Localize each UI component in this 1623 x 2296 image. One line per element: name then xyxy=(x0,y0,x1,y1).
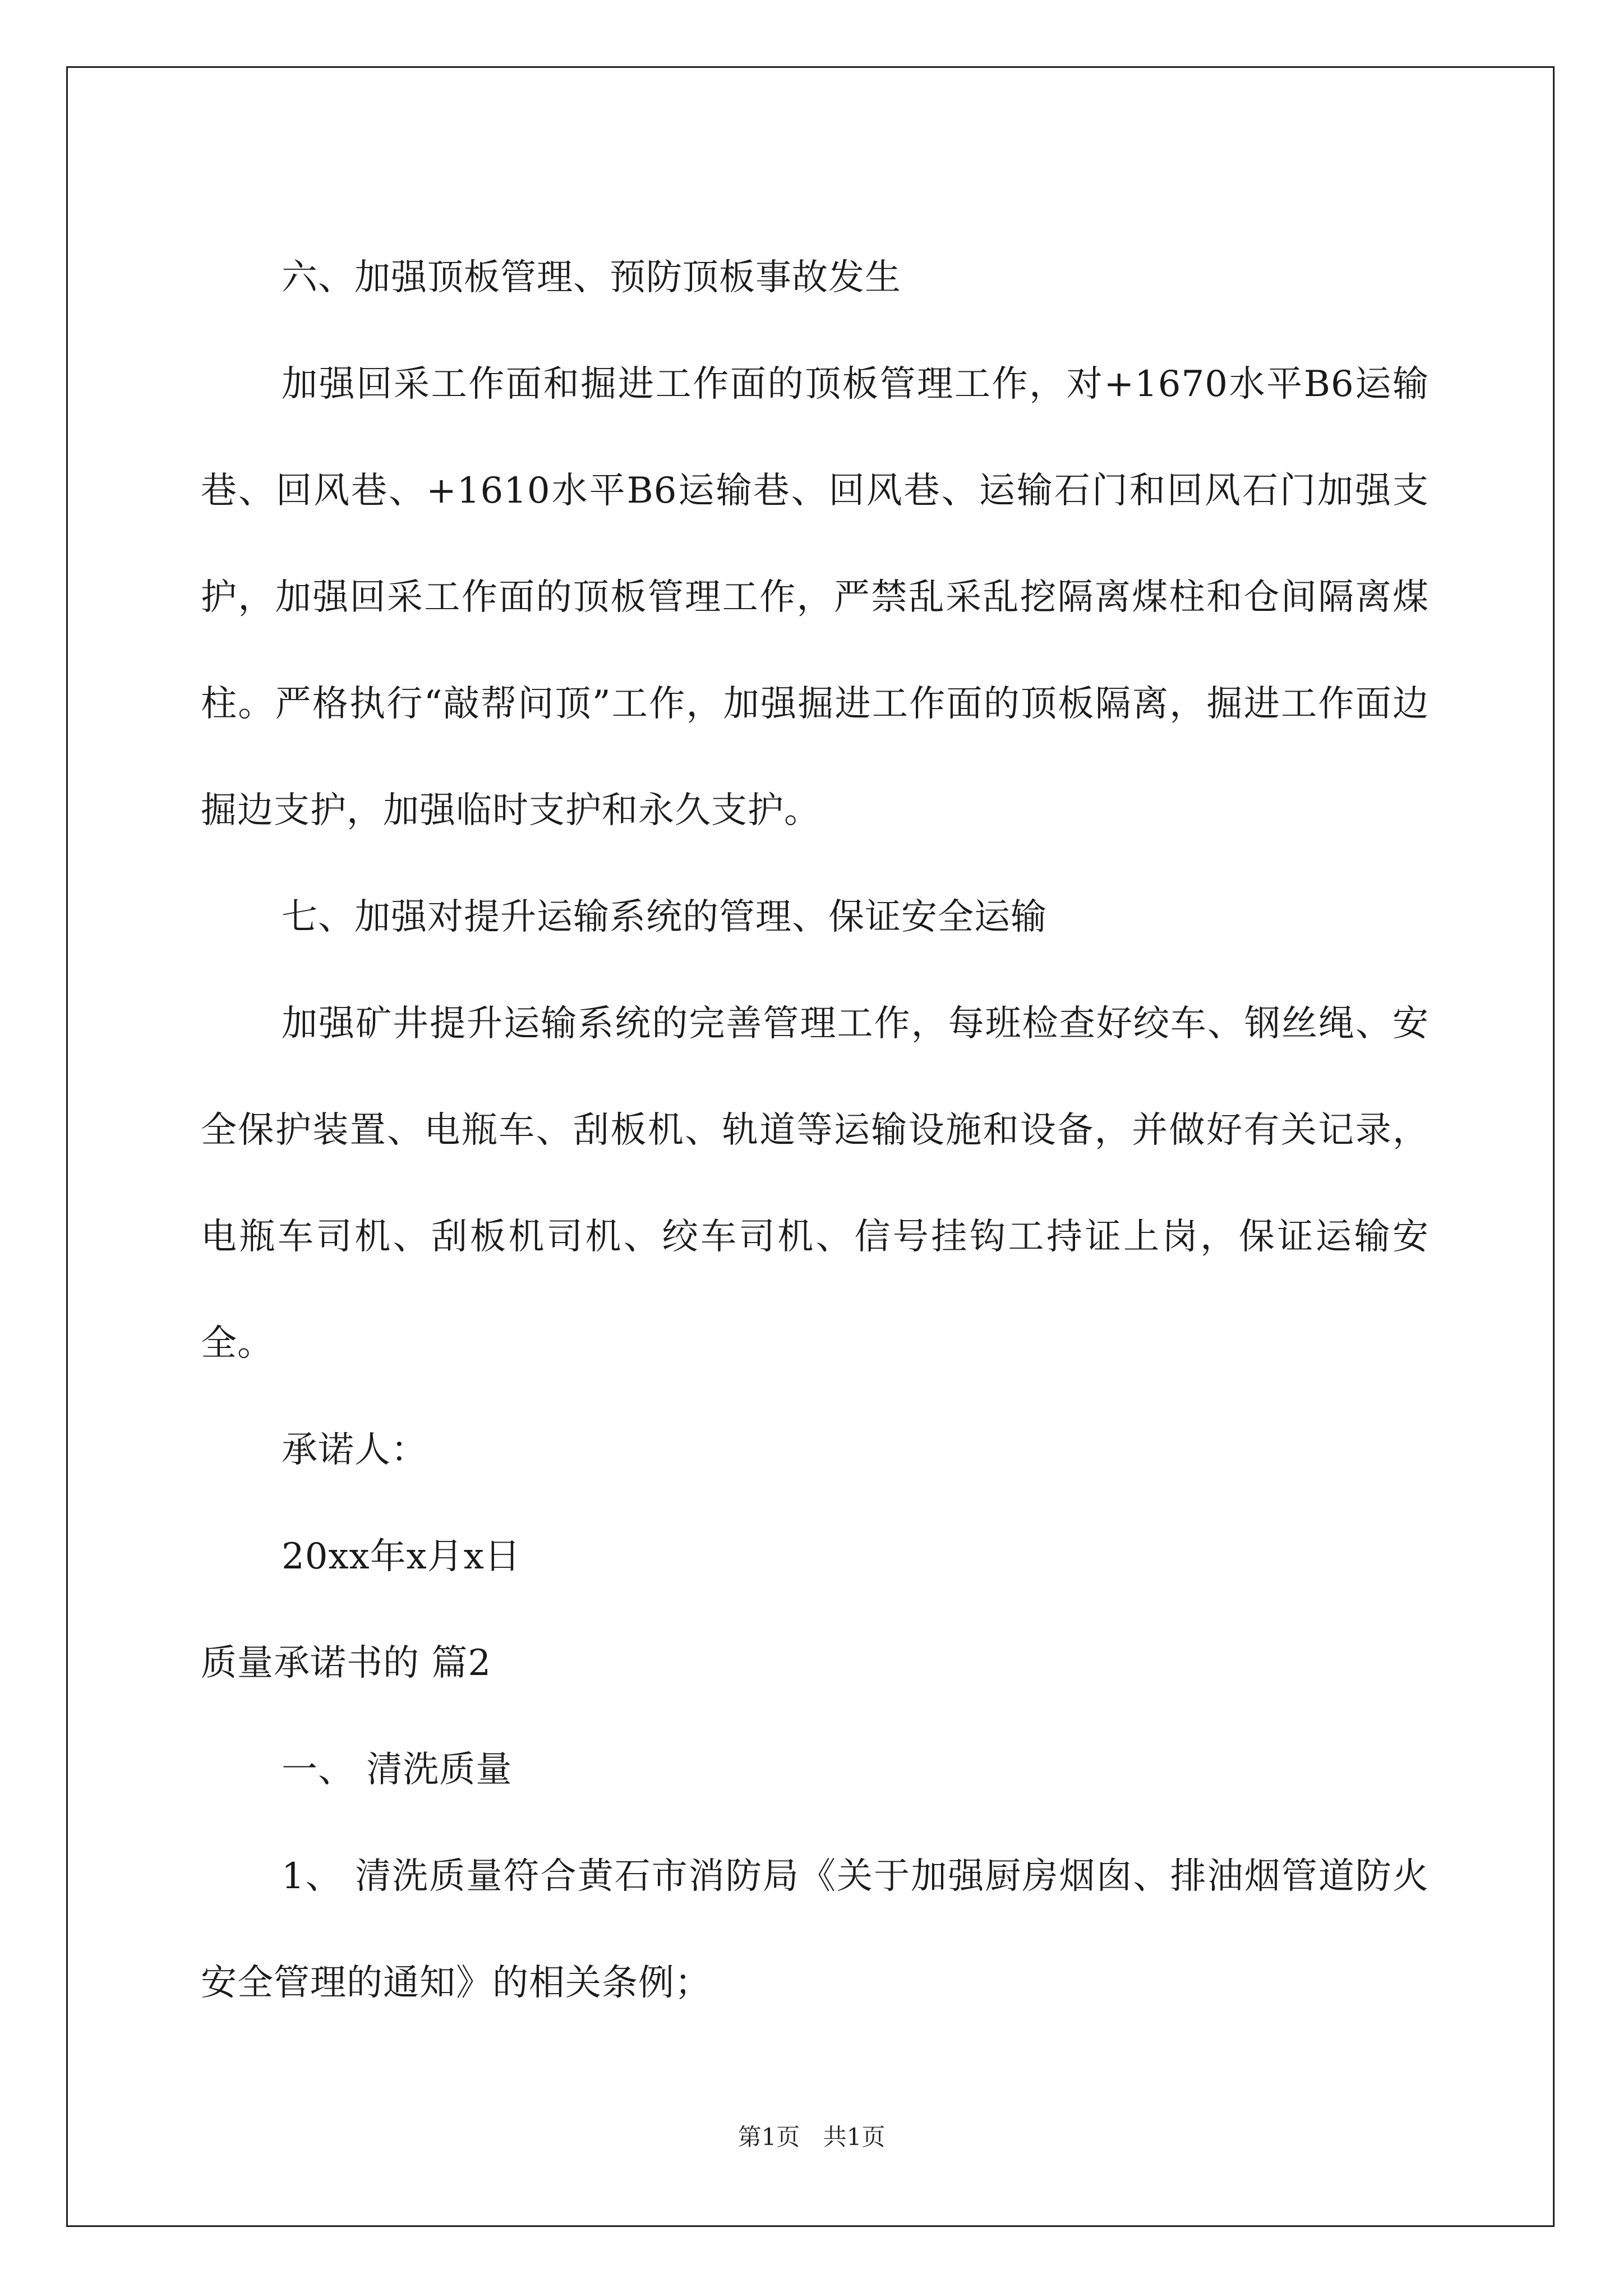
section-6-body: 加强回采工作面和掘进工作面的顶板管理工作，对+1670水平B6运输巷、回风巷、+1610水平B6运输巷、回风巷、运输石门和回风石门加强支护，加强回采工作面的顶板管理工作，严禁乱采乱挖隔离煤柱和仓间隔离煤柱。严格执行“敲帮问顶”工作，加强掘进工作面的顶板隔离，掘进工作面边掘边支护，加强临时支护和永久支护。 xyxy=(201,364,1429,831)
part2-item-1: 1、 清洗质量符合黄石市消防局《关于加强厨房烟囱、排油烟管道防火安全管理的通知》的相关条例； xyxy=(201,1856,1429,2004)
part2-section-1-heading: 一、 清洗质量 xyxy=(282,1749,513,1791)
date-line: 20xx年x月x日 xyxy=(282,1536,521,1577)
section-7-heading: 七、加强对提升运输系统的管理、保证安全运输 xyxy=(282,896,1047,938)
section-7-body: 加强矿井提升运输系统的完善管理工作，每班检查好绞车、钢丝绳、安全保护装置、电瓶车、刮板机、轨道等运输设施和设备，并做好有关记录，电瓶车司机、刮板机司机、绞车司机、信号挂钩工持证上岗，保证运输安全。 xyxy=(201,1003,1429,1364)
promisor-label: 承诺人： xyxy=(282,1429,427,1471)
section-6-heading: 六、加强顶板管理、预防顶板事故发生 xyxy=(282,257,901,298)
page-footer xyxy=(0,2120,1623,2154)
part2-title: 质量承诺书的 篇2 xyxy=(201,1642,492,1684)
page-number: 第1页 xyxy=(737,2123,800,2151)
document-body xyxy=(201,224,1429,2036)
page-total: 共1页 xyxy=(823,2123,886,2151)
